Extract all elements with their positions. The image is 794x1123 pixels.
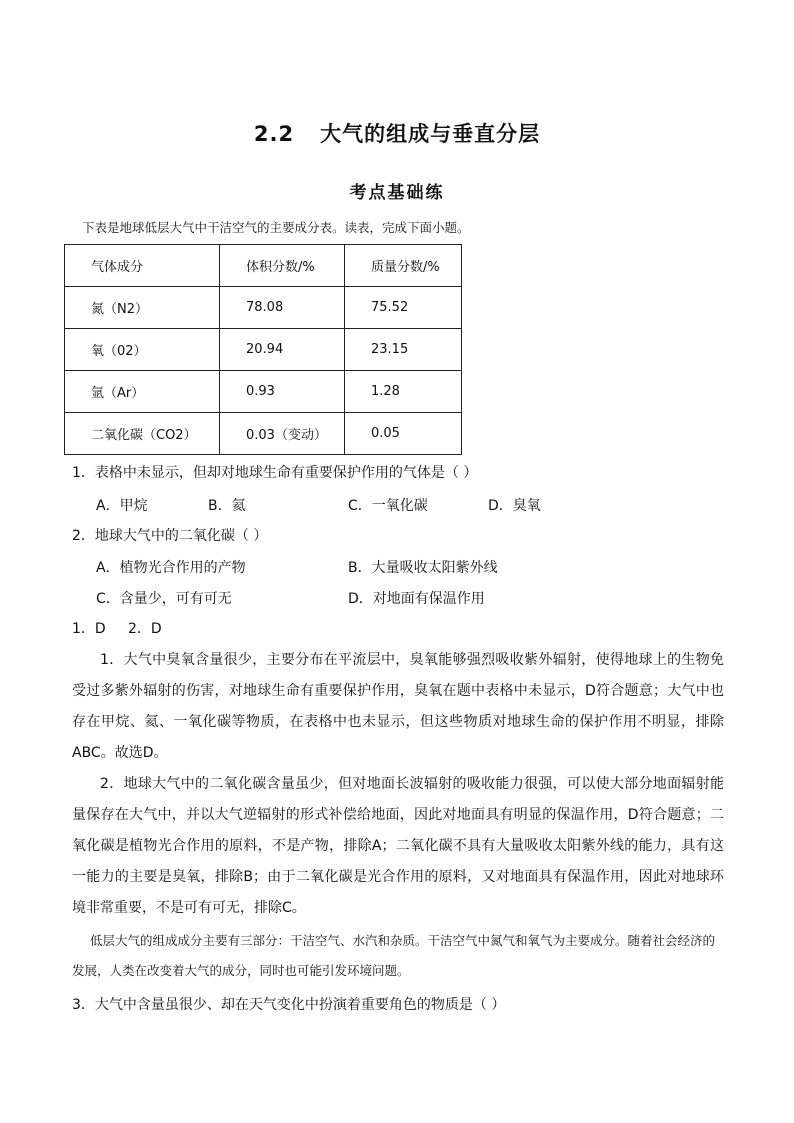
table-cell: 0.03（变动） xyxy=(220,413,345,455)
section-subtitle: 考点基础练 xyxy=(349,183,445,203)
table-cell: 氩（Ar） xyxy=(65,371,220,413)
table-cell: 氮（N2） xyxy=(65,287,220,329)
page-title xyxy=(0,118,794,148)
question-3-stem: 3．大气中含量虽很少、却在天气变化中扮演着重要角色的物质是（ ） xyxy=(72,997,506,1013)
table-cell: 0.05 xyxy=(345,413,462,455)
table-intro: 下表是地球低层大气中干洁空气的主要成分表。读表，完成下面小题。 xyxy=(82,220,470,235)
question-2-stem: 2．地球大气中的二氧化碳（ ） xyxy=(72,528,268,544)
explanation-1: 1．大气中臭氧含量很少，主要分布在平流层中，臭氧能够强烈吸收紫外辐射，使得地球上的生物免受过多紫外辐射的伤害，对地球生命有重要保护作用，臭氧在题中表格中未显示，D符合题意；大气中也存在甲烷、氦、一氧化碳等物质，在表格中也未显示，但这些物质对地球生命的保护作用不明显，排除ABC。故选D。 xyxy=(72,652,724,761)
material-note: 低层大气的组成成分主要有三部分：干洁空气、水汽和杂质。干洁空气中氮气和氧气为主要成分。随着社会经济的发展，人类在改变着大气的成分，同时也可能引发环境问题。 xyxy=(72,933,716,978)
table-cell: 75.52 xyxy=(345,287,462,329)
q1-option-a: A．甲烷 xyxy=(96,498,148,514)
table-row xyxy=(65,371,462,413)
q2-option-b: B．大量吸收太阳紫外线 xyxy=(348,560,498,576)
q2-option-d: D．对地面有保温作用 xyxy=(348,591,485,607)
table-cell: 1.28 xyxy=(345,371,462,413)
table-row xyxy=(65,329,462,371)
table-row xyxy=(65,413,462,455)
section-title: 大气的组成与垂直分层 xyxy=(320,122,541,146)
question-1-stem: 1．表格中未显示，但却对地球生命有重要保护作用的气体是（ ） xyxy=(72,465,478,481)
q2-option-c: C．含量少，可有可无 xyxy=(96,591,232,607)
table-cell: 二氧化碳（CO2） xyxy=(65,413,220,455)
header-cell: 质量分数/% xyxy=(345,245,462,287)
table-cell: 0.93 xyxy=(220,371,345,413)
table-cell: 23.15 xyxy=(345,329,462,371)
q2-option-a: A．植物光合作用的产物 xyxy=(96,560,246,576)
table-header-row xyxy=(65,245,462,287)
header-cell: 气体成分 xyxy=(65,245,220,287)
table-cell: 氧（02） xyxy=(65,329,220,371)
answer-key: 1．D 2．D xyxy=(72,621,162,637)
table-cell: 20.94 xyxy=(220,329,345,371)
section-number: 2.2 xyxy=(253,122,295,146)
table-row xyxy=(65,287,462,329)
q1-option-c: C．一氧化碳 xyxy=(348,498,428,514)
explanation-2: 2．地球大气中的二氧化碳含量虽少，但对地面长波辐射的吸收能力很强，可以使大部分地面辐射能量保存在大气中，并以大气逆辐射的形式补偿给地面，因此对地面具有明显的保温作用，D符合题意；二氧化碳是植物光合作用的原料，不是产物，排除A；二氧化碳不具有大量吸收太阳紫外线的能力，具有这一能力的主要是臭氧，排除B；由于二氧化碳是光合作用的原料，又对地面具有保温作用，因此对地球环境非常重要，不是可有可无，排除C。 xyxy=(72,776,724,916)
q1-option-b: B．氦 xyxy=(208,498,246,514)
table-cell: 78.08 xyxy=(220,287,345,329)
header-cell: 体积分数/% xyxy=(220,245,345,287)
q1-option-d: D．臭氧 xyxy=(488,498,541,514)
gas-composition-table xyxy=(64,244,462,455)
